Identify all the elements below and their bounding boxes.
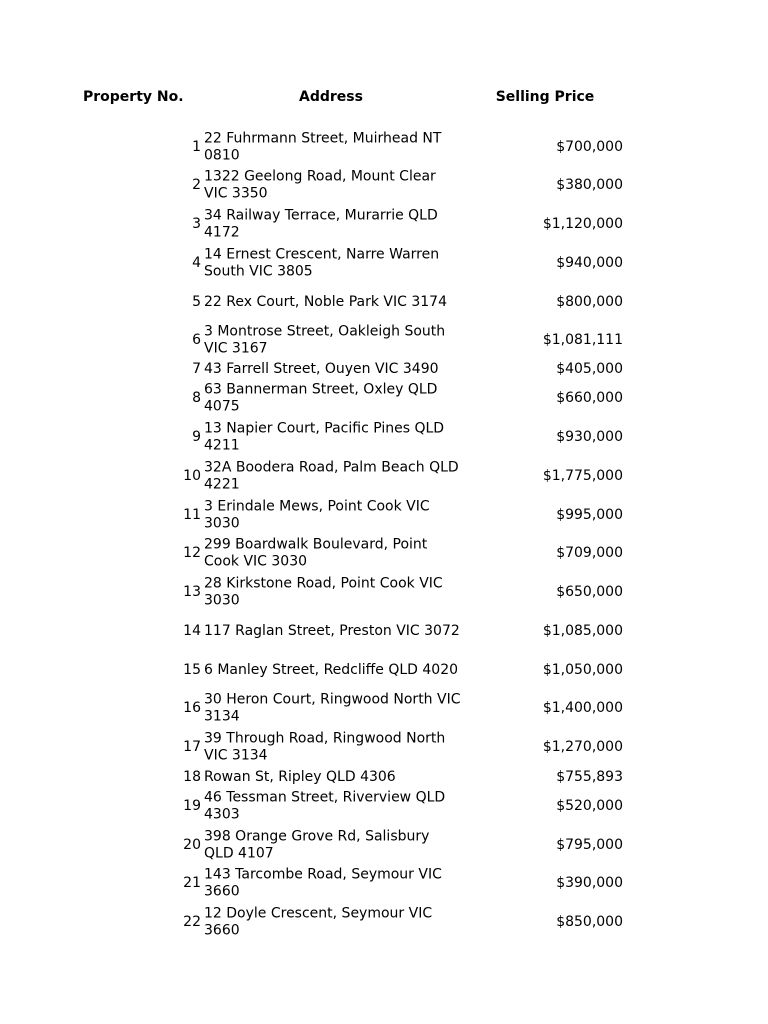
property-no-cell: 16 xyxy=(183,700,201,716)
selling-price-cell: $1,775,000 xyxy=(542,468,623,484)
selling-price-cell: $930,000 xyxy=(556,429,623,445)
table-row xyxy=(0,573,768,611)
selling-price-cell: $850,000 xyxy=(556,914,623,930)
address-cell: 22 Rex Court, Noble Park VIC 3174 xyxy=(204,293,447,310)
property-no-cell: 3 xyxy=(192,216,201,232)
selling-price-cell: $1,120,000 xyxy=(542,216,623,232)
address-cell: 3 Erindale Mews, Point Cook VIC 3030 xyxy=(204,498,430,531)
address-cell: 22 Fuhrmann Street, Muirhead NT 0810 xyxy=(204,130,442,163)
property-no-cell: 11 xyxy=(183,507,201,523)
table-row xyxy=(0,534,768,572)
address-cell: 299 Boardwalk Boulevard, Point Cook VIC 3030 xyxy=(204,536,428,569)
property-no-cell: 1 xyxy=(192,139,201,155)
property-no-cell: 9 xyxy=(192,429,201,445)
selling-price-cell: $940,000 xyxy=(556,255,623,271)
selling-price-cell: $755,893 xyxy=(556,769,623,785)
address-cell: 1322 Geelong Road, Mount Clear VIC 3350 xyxy=(204,168,436,201)
table-row xyxy=(0,128,768,166)
property-no-cell: 8 xyxy=(192,390,201,406)
property-no-cell: 18 xyxy=(183,769,201,785)
address-cell: 32A Boodera Road, Palm Beach QLD 4221 xyxy=(204,459,459,492)
property-no-cell: 2 xyxy=(192,177,201,193)
table-row xyxy=(0,321,768,359)
property-no-cell: 12 xyxy=(183,545,201,561)
address-cell: 117 Raglan Street, Preston VIC 3072 xyxy=(204,622,460,639)
address-cell: 28 Kirkstone Road, Point Cook VIC 3030 xyxy=(204,575,443,608)
address-cell: 43 Farrell Street, Ouyen VIC 3490 xyxy=(204,360,439,377)
table-row xyxy=(0,379,768,417)
table-row xyxy=(0,359,768,379)
table-row xyxy=(0,864,768,902)
table-row xyxy=(0,826,768,864)
address-cell: 14 Ernest Crescent, Narre Warren South VIC 3805 xyxy=(204,246,440,279)
selling-price-cell: $700,000 xyxy=(556,139,623,155)
property-no-cell: 19 xyxy=(183,798,201,814)
selling-price-cell: $405,000 xyxy=(556,361,623,377)
table-row xyxy=(0,457,768,495)
address-cell: 6 Manley Street, Redcliffe QLD 4020 xyxy=(204,661,459,678)
property-no-cell: 14 xyxy=(183,623,201,639)
selling-price-cell: $1,270,000 xyxy=(542,739,623,755)
selling-price-cell: $1,400,000 xyxy=(542,700,623,716)
selling-price-cell: $709,000 xyxy=(556,545,623,561)
selling-price-cell: $1,050,000 xyxy=(542,662,623,678)
table-row xyxy=(0,166,768,204)
address-cell: 34 Railway Terrace, Murarrie QLD 4172 xyxy=(204,207,438,240)
selling-price-cell: $1,081,111 xyxy=(542,332,623,348)
header-property-no: Property No. xyxy=(83,89,184,105)
address-cell: 398 Orange Grove Rd, Salisbury QLD 4107 xyxy=(204,828,430,861)
table-row xyxy=(0,244,768,282)
property-no-cell: 4 xyxy=(192,255,201,271)
address-cell: 63 Bannerman Street, Oxley QLD 4075 xyxy=(204,381,438,414)
table-row xyxy=(0,787,768,825)
property-no-cell: 22 xyxy=(183,914,201,930)
selling-price-cell: $520,000 xyxy=(556,798,623,814)
address-cell: 46 Tessman Street, Riverview QLD 4303 xyxy=(204,789,446,822)
selling-price-cell: $660,000 xyxy=(556,390,623,406)
selling-price-cell: $995,000 xyxy=(556,507,623,523)
property-no-cell: 13 xyxy=(183,584,201,600)
selling-price-cell: $650,000 xyxy=(556,584,623,600)
address-cell: 13 Napier Court, Pacific Pines QLD 4211 xyxy=(204,420,445,453)
table-row xyxy=(0,496,768,534)
table-row xyxy=(0,418,768,456)
address-cell: 39 Through Road, Ringwood North VIC 3134 xyxy=(204,730,446,763)
table-row xyxy=(0,651,768,689)
header-selling-price: Selling Price xyxy=(495,89,595,105)
property-no-cell: 6 xyxy=(192,332,201,348)
property-no-cell: 21 xyxy=(183,875,201,891)
selling-price-cell: $800,000 xyxy=(556,294,623,310)
table-row xyxy=(0,205,768,243)
selling-price-cell: $795,000 xyxy=(556,837,623,853)
property-no-cell: 15 xyxy=(183,662,201,678)
address-cell: 3 Montrose Street, Oakleigh South VIC 3167 xyxy=(204,323,446,356)
property-no-cell: 17 xyxy=(183,739,201,755)
property-no-cell: 20 xyxy=(183,837,201,853)
header-address: Address xyxy=(299,89,363,105)
address-cell: 30 Heron Court, Ringwood North VIC 3134 xyxy=(204,691,461,724)
table-row xyxy=(0,767,768,787)
table-row xyxy=(0,283,768,321)
address-cell: 12 Doyle Crescent, Seymour VIC 3660 xyxy=(204,905,433,938)
address-cell: Rowan St, Ripley QLD 4306 xyxy=(204,768,396,785)
property-no-cell: 5 xyxy=(192,294,201,310)
table-header-row xyxy=(0,89,768,109)
table-row xyxy=(0,612,768,650)
address-cell: 143 Tarcombe Road, Seymour VIC 3660 xyxy=(204,866,442,899)
table-row xyxy=(0,903,768,941)
property-no-cell: 7 xyxy=(192,361,201,377)
property-no-cell: 10 xyxy=(183,468,201,484)
selling-price-cell: $390,000 xyxy=(556,875,623,891)
table-row xyxy=(0,728,768,766)
selling-price-cell: $380,000 xyxy=(556,177,623,193)
table-row xyxy=(0,689,768,727)
selling-price-cell: $1,085,000 xyxy=(542,623,623,639)
